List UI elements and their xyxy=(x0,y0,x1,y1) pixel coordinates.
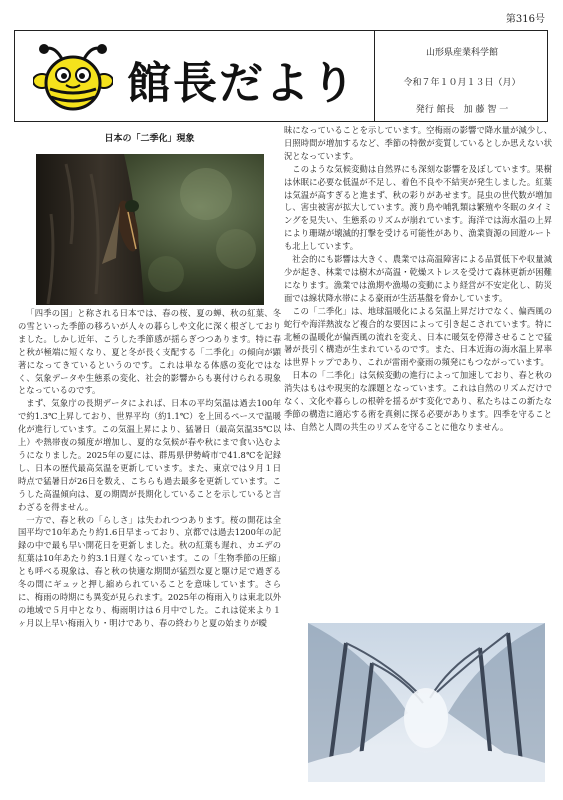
cicada-photo xyxy=(36,154,264,305)
article-paragraph: 「四季の国」と称される日本では、春の桜、夏の蝉、秋の紅葉、冬の雪といった季節の移ろいが人々の暮らしや文化に深く根ざしておりました。しかし近年、こうした季節感が揺らぎつつあります。特に春と秋が極端に短くなり、夏と冬が長く支配する「二季化」の傾向が顕著になってきているというのです。これは単なる体感の変化ではなく、気象データや生態系の変化、社会的影響からも裏付けられる現象となっているのです。 xyxy=(18,308,281,396)
newsletter-title: 館長だより xyxy=(127,58,357,109)
article-paragraph: 一方で、春と秋の「らしさ」は失われつつあります。桜の開花は全国平均で10年あたり約1.6日早まっており、京都では過去1200年の記録の中で最も早い開花日を更新しました。秋の紅葉も遅れ、カエデの紅葉は10年あたり約3.1日遅くなっています。この「生物季節の圧縮」とも呼べる現象は、春と秋の快適な期間が猛烈な夏と駆け足で過ぎる冬の間にギュッと押し縮められていることを意味しています。さらに、梅雨の時期にも異変が見られます。2025年の梅雨入りは東北以外の地域で５月中となり、梅雨明けは６月中でした。これは従来より１ヶ月以上早い梅雨入り・明けであり、春の終わりと夏の始まりが曖 xyxy=(18,514,281,628)
publisher: 発行 館長 加 藤 智 一 xyxy=(415,105,509,115)
article-column-right xyxy=(284,124,552,434)
article-column-left xyxy=(18,307,281,630)
issue-number: 第316号 xyxy=(505,14,545,25)
newsletter-header xyxy=(14,30,548,122)
article-paragraph: この「二季化」は、地球温暖化による気温上昇だけでなく、偏西風の蛇行や海洋熱波など複合的な要因によって引き起こされています。特に北極の温暖化が偏西風の流れを変え、日本に暖気を停滞させることで猛暑が長引く構造が生まれているのです。また、日本近海の海水温上昇率は世界トップであり、これが雷雨や豪雨の頻発にもつながっています。 xyxy=(284,305,552,368)
museum-name: 山形県産業科学館 xyxy=(425,48,498,58)
header-info xyxy=(376,31,548,121)
article-paragraph: まず、気象庁の長期データによれば、日本の平均気温は過去100年で約1.3℃上昇しており、世界平均（約1.1℃）を上回るペースで温暖化が進行しています。この気温上昇により、猛暑日（最高気温35℃以上）や熱帯夜の頻度が増加し、夏的な気候が春や秋にまで食い込むようになりました。2025年の夏には、群馬県伊勢崎市で41.8℃を記録し、日本の歴代最高気温を更新しています。また、東京では９月１日時点で猛暑日が26日を数え、こちらも過去最多を更新しています。こうした高温傾向は、夏の期間が長期化していることを示していると言わざるを得ません。 xyxy=(18,398,281,512)
article-title: 日本の「二季化」現象 xyxy=(104,134,195,144)
mascot-icon xyxy=(33,39,113,115)
article-paragraph: このような気候変動は自然界にも深刻な影響を及ぼしています。果樹は休眠に必要な低温が不足し、着色不良や不結実が発生しました。紅葉は気温が高すぎると進まず、秋の彩りがあせます。昆虫の世代数が増加し、害虫被害が拡大しています。渡り鳥や哺乳類は繁殖や冬眠のタイミングを見失い、生態系のリズムが崩れています。海洋では海水温の上昇により珊瑚が壊滅的打撃を受ける可能性があり、漁業資源の回遊ルートも北上しています。 xyxy=(284,163,552,252)
issue-date: 令和７年１０月１３日（月） xyxy=(403,78,521,88)
article-paragraph: 社会的にも影響は大きく、農業では高温障害による品質低下や収量減少が起き、林業では樹木が高温・乾燥ストレスを受けて森林更新が困難になります。漁業では漁期や漁場の変動により経営が不安定化し、防災面では線状降水帯による豪雨が生活基盤を脅かしています。 xyxy=(284,254,552,303)
snow-forest-photo xyxy=(308,623,545,782)
article-paragraph: 昧になっていることを示しています。空梅雨の影響で降水量が減少し、日照時間が増加するなど、季節の特徴が変質しているとしか思えない状況となっています。 xyxy=(284,125,552,161)
title-area xyxy=(15,31,375,121)
article-paragraph: 日本の「二季化」は気候変動の進行によって加速しており、春と秋の消失はもはや現実的な課題となっています。これは自然のリズムだけでなく、文化や暮らしの根幹を揺るがす変化であり、私たちはこの新たな季節の構造に適応する術を真剣に探る必要があります。四季を守ることは、自然と人間の共生のリズムを守ることに他なりません。 xyxy=(284,370,552,432)
